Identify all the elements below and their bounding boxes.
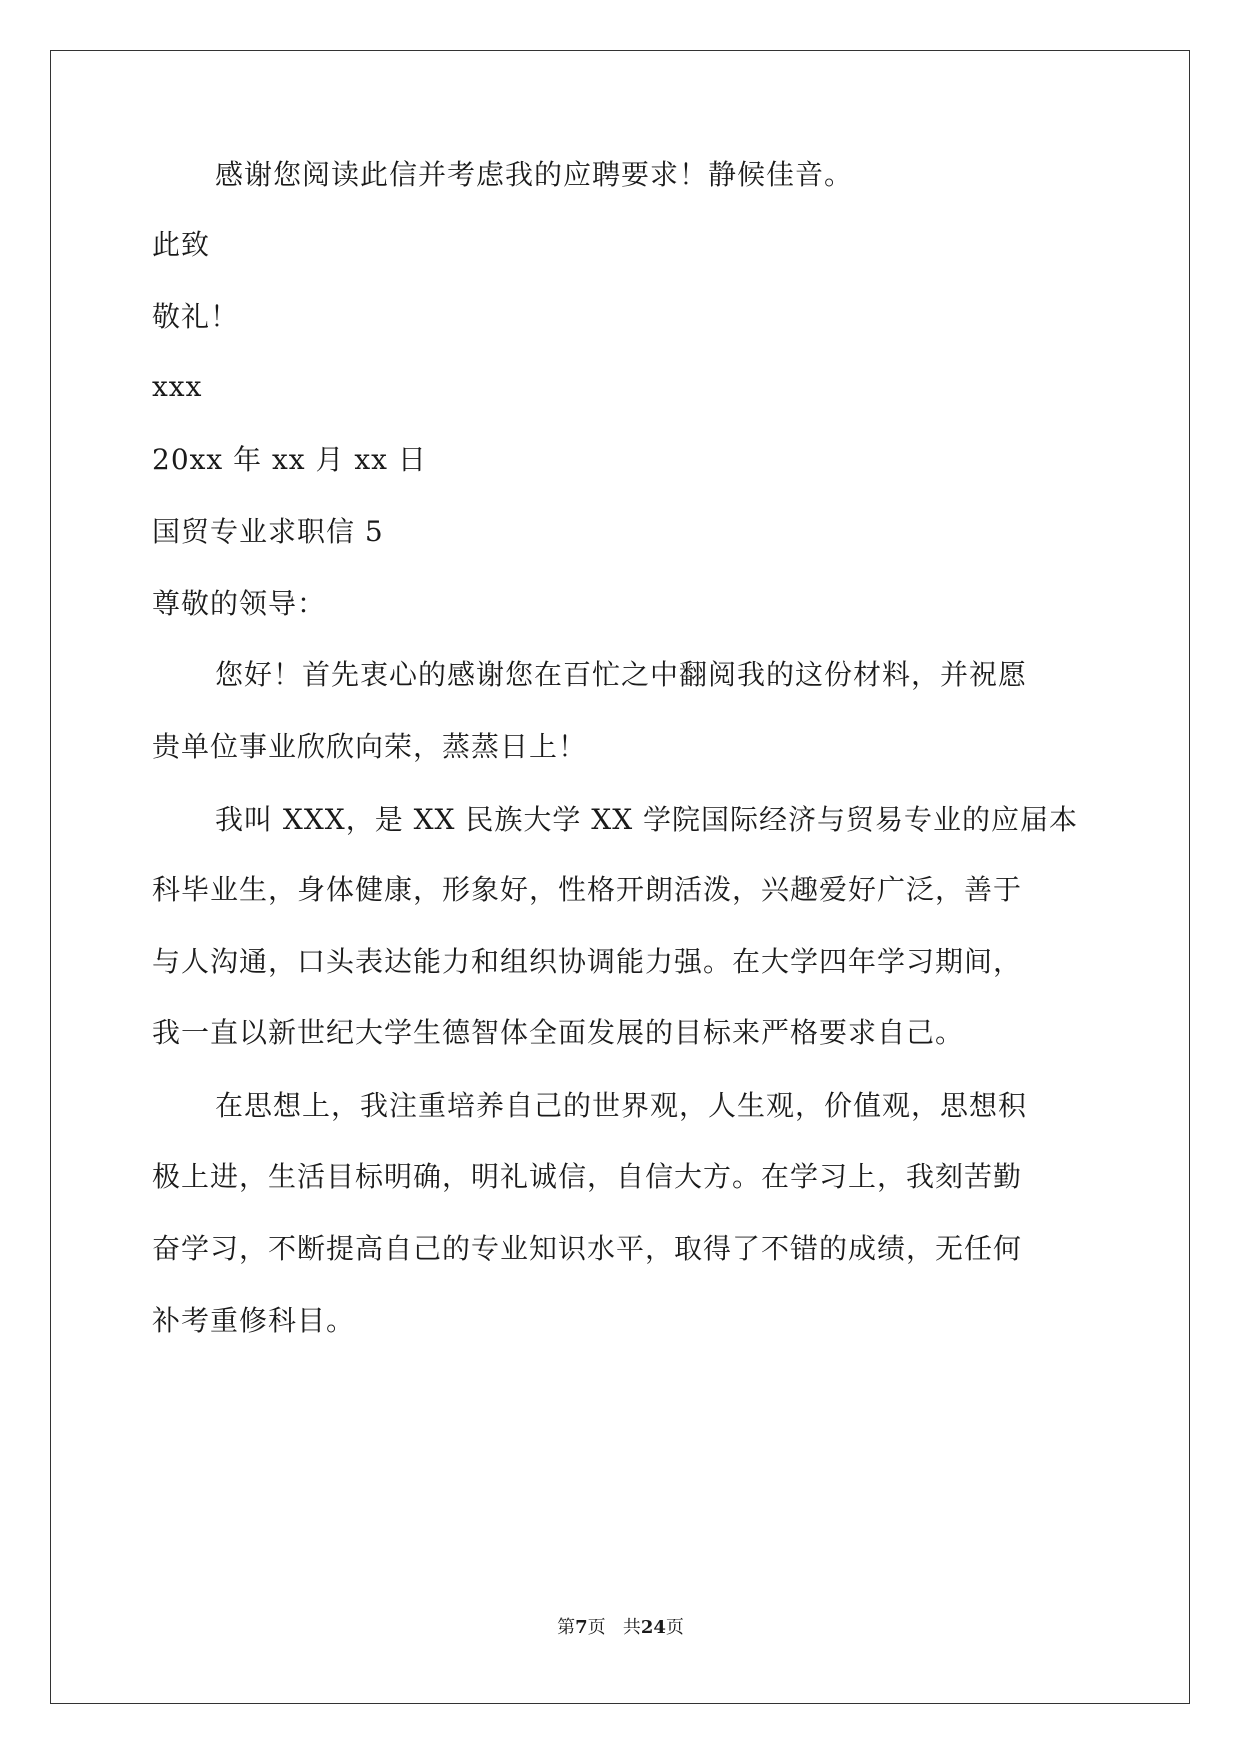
paragraph-line: 我一直以新世纪大学生德智体全面发展的目标来严格要求自己。 (152, 1016, 965, 1049)
current-page-number: 7 (575, 1617, 588, 1638)
footer-total-suffix: 页 (665, 1617, 684, 1638)
paragraph-line: 补考重修科目。 (152, 1304, 356, 1337)
footer-total-prefix: 共 (622, 1617, 641, 1638)
signature-date: 20xx 年 xx 月 xx 日 (152, 443, 427, 476)
paragraph-line: 极上进，生活目标明确，明礼诚信，自信大方。在学习上，我刻苦勤 (152, 1160, 1023, 1193)
footer-page-word: 页 (587, 1617, 606, 1638)
page-footer (0, 1616, 1241, 1640)
footer-prefix: 第 (557, 1617, 576, 1638)
paragraph-line: 您好！首先衷心的感谢您在百忙之中翻阅我的这份材料，并祝愿 (215, 658, 1028, 691)
signature-name: xxx (152, 370, 203, 403)
salutation-jingli: 敬礼！ (152, 300, 240, 333)
paragraph-line: 贵单位事业欣欣向荣，蒸蒸日上！ (152, 730, 588, 763)
closing-paragraph: 感谢您阅读此信并考虑我的应聘要求！静候佳音。 (215, 158, 854, 191)
paragraph-line: 我叫 XXX，是 XX 民族大学 XX 学院国际经济与贸易专业的应届本 (215, 803, 1079, 836)
paragraph-line: 科毕业生，身体健康，形象好，性格开朗活泼，兴趣爱好广泛，善于 (152, 873, 1023, 906)
total-page-count: 24 (640, 1617, 666, 1638)
letter-title: 国贸专业求职信 5 (152, 515, 384, 548)
paragraph-line: 在思想上，我注重培养自己的世界观，人生观，价值观，思想积 (215, 1089, 1028, 1122)
paragraph-line: 与人沟通，口头表达能力和组织协调能力强。在大学四年学习期间， (152, 945, 1023, 978)
greeting: 尊敬的领导： (152, 587, 327, 620)
paragraph-line: 奋学习，不断提高自己的专业知识水平，取得了不错的成绩，无任何 (152, 1232, 1023, 1265)
salutation-cizhi: 此致 (152, 228, 211, 261)
